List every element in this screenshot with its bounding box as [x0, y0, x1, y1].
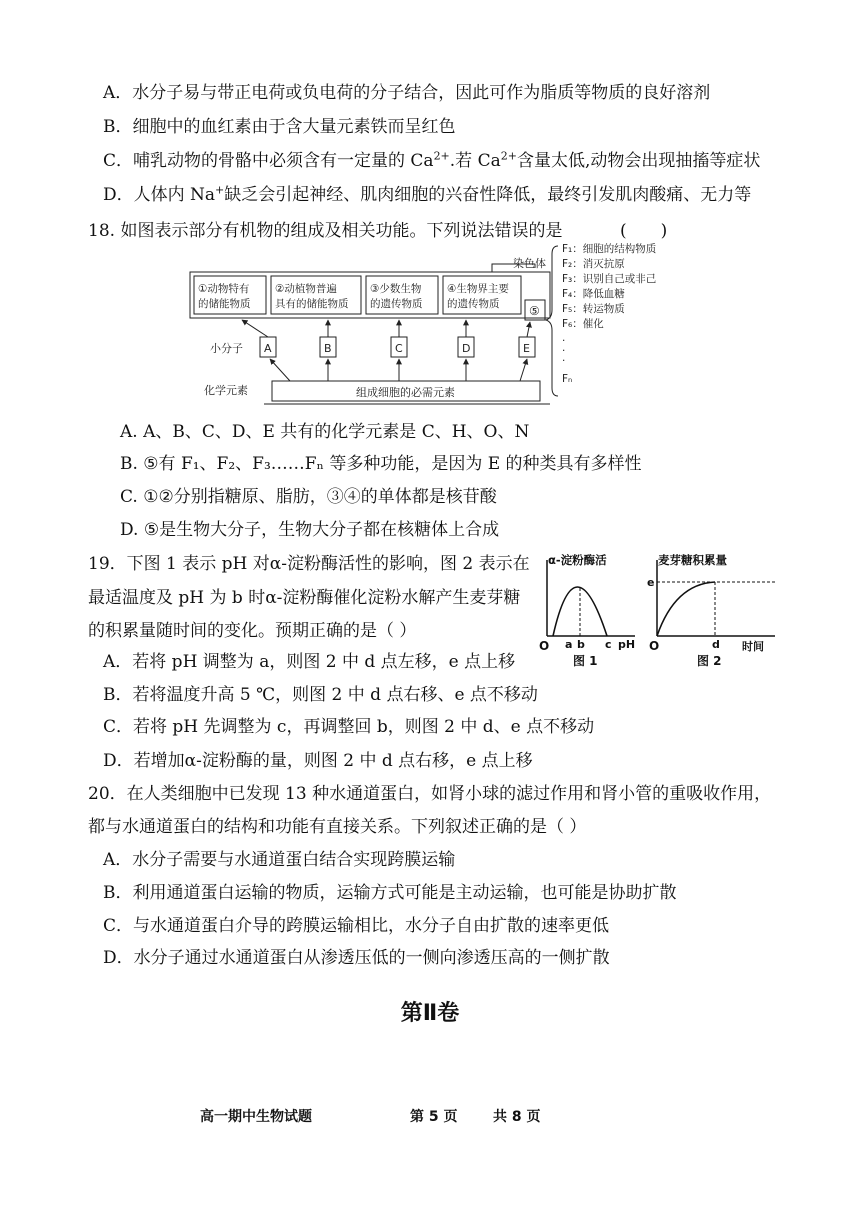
box-2-line2: 具有的储能物质 — [275, 298, 349, 310]
q18-option-d: D. ⑤是生物大分子，生物大分子都在核糖体上合成 — [120, 520, 500, 540]
footer-total: 共 8 页 — [493, 1109, 541, 1125]
box-1-line1: ①动物特有 — [198, 283, 250, 295]
fig1-xlabel: pH — [618, 638, 636, 651]
q20-line-2: 都与水通道蛋白的结构和功能有直接关系。下列叙述正确的是（ ） — [88, 817, 587, 837]
box-4-line2: 的遗传物质 — [447, 298, 500, 310]
function-item: F₁：细胞的结构物质 — [562, 243, 657, 255]
function-item: F₅：转运物质 — [562, 303, 625, 315]
fig1-tick-a: a — [565, 638, 573, 651]
fig2-ylabel: 麦芽糖积累量 — [658, 553, 727, 567]
function-brace — [546, 246, 558, 396]
q20-line-1: 20．在人类细胞中已发现 13 种水通道蛋白，如肾小球的滤过作用和肾小管的重吸收作用， — [88, 784, 772, 804]
q18-stem: 18. 如图表示部分有机物的组成及相关功能。下列说法错误的是 — [88, 221, 563, 241]
fig2-origin: O — [649, 639, 660, 653]
box-5-label: ⑤ — [529, 304, 540, 318]
q18-option-a: A. A、B、C、D、E 共有的化学元素是 C、H、O、N — [120, 422, 530, 442]
fig1-tick-c: c — [605, 638, 612, 651]
q20-option-c: C．与水通道蛋白介导的跨膜运输相比，水分子自由扩散的速率更低 — [103, 916, 610, 936]
q17-option-c: C．哺乳动物的骨骼中必须含有一定量的 $Ca^{2+}$.若 $Ca^{2+}$含量太低,动物会出现抽搐等症状 — [103, 149, 761, 171]
function-item: F₂：消灭抗原 — [562, 258, 625, 270]
function-item: · — [562, 335, 566, 347]
q18-option-c: C. ①②分别指糖原、脂肪，③④的单体都是核苷酸 — [120, 487, 497, 507]
section-title: 第Ⅱ卷 — [400, 1001, 460, 1026]
q19-figure-2 — [645, 548, 785, 668]
q19-option-b: B．若将温度升高 5 ℃，则图 2 中 d 点右移、e 点不移动 — [103, 685, 538, 705]
function-item: · — [562, 355, 566, 367]
q18-bracket: ( ) — [620, 221, 668, 241]
fig2-tick-d: d — [712, 638, 720, 651]
q20-option-b: B．利用通道蛋白运输的物质，运输方式可能是主动运输，也可能是协助扩散 — [103, 883, 677, 903]
q18-diagram — [180, 240, 700, 412]
fig1-caption: 图 1 — [573, 654, 598, 668]
function-item: · — [562, 345, 566, 357]
fig2-yval-e: e — [647, 576, 655, 589]
footer-subject: 高一期中生物试题 — [200, 1109, 312, 1125]
function-list — [562, 242, 657, 385]
svg-text:B: B — [324, 342, 332, 355]
q17-option-d: D．人体内 Na+缺乏会引起神经、肌肉细胞的兴奋性降低，最终引发肌肉酸痛、无力等 — [103, 183, 752, 205]
fig1-origin: O — [539, 639, 550, 653]
footer-page: 第 5 页 — [410, 1109, 458, 1125]
box-3-line1: ③少数生物 — [370, 283, 422, 295]
q19-line-2: 最适温度及 pH 为 b 时α-淀粉酶催化淀粉水解产生麦芽糖 — [88, 588, 521, 608]
q18-option-b: B. ⑤有 F₁、F₂、F₃……Fₙ 等多种功能，是因为 E 的种类具有多样性 — [120, 454, 642, 474]
function-item: F₄：降低血糖 — [562, 288, 625, 300]
q19-line-3: 的积累量随时间的变化。预期正确的是（ ） — [88, 621, 417, 641]
box-2-line1: ②动植物普遍 — [275, 283, 337, 295]
element-box-label: 组成细胞的必需元素 — [356, 386, 455, 399]
fig2-xlabel: 时间 — [742, 640, 764, 653]
q19-option-a: A．若将 pH 调整为 a，则图 2 中 d 点左移，e 点上移 — [103, 652, 516, 672]
function-item: Fₙ — [562, 373, 573, 385]
q19-figure-1 — [535, 548, 645, 668]
element-label: 化学元素 — [204, 384, 248, 397]
q17-option-a: A．水分子易与带正电荷或负电荷的分子结合，因此可作为脂质等物质的良好溶剂 — [103, 83, 711, 103]
q19-option-d: D．若增加α-淀粉酶的量，则图 2 中 d 点右移，e 点上移 — [103, 751, 533, 771]
svg-text:C: C — [395, 342, 403, 355]
svg-text:A: A — [264, 342, 272, 355]
svg-text:E: E — [523, 342, 530, 355]
q19-line-1: 19．下图 1 表示 pH 对α-淀粉酶活性的影响，图 2 表示在 — [88, 554, 530, 574]
chromosome-label: 染色体 — [513, 257, 546, 270]
q20-option-d: D．水分子通过水通道蛋白从渗透压低的一侧向渗透压高的一侧扩散 — [103, 948, 610, 968]
box-1-line2: 的储能物质 — [198, 298, 251, 310]
fig2-caption: 图 2 — [697, 654, 722, 668]
box-3-line2: 的遗传物质 — [370, 298, 423, 310]
svg-text:D: D — [462, 342, 471, 355]
fig1-ylabel: α-淀粉酶活 — [548, 553, 607, 567]
function-item: F₃：识别自己或非己 — [562, 273, 657, 285]
q19-option-c: C．若将 pH 先调整为 c，再调整回 b，则图 2 中 d、e 点不移动 — [103, 717, 595, 737]
box-4-line1: ④生物界主要 — [447, 283, 509, 295]
function-item: F₆：催化 — [562, 318, 604, 330]
q20-option-a: A．水分子需要与水通道蛋白结合实现跨膜运输 — [103, 850, 456, 870]
fig1-tick-b: b — [577, 638, 585, 651]
small-molecule-label: 小分子 — [210, 342, 243, 355]
fig2-curve — [657, 582, 715, 636]
q17-option-b: B．细胞中的血红素由于含大量元素铁而呈红色 — [103, 117, 456, 137]
